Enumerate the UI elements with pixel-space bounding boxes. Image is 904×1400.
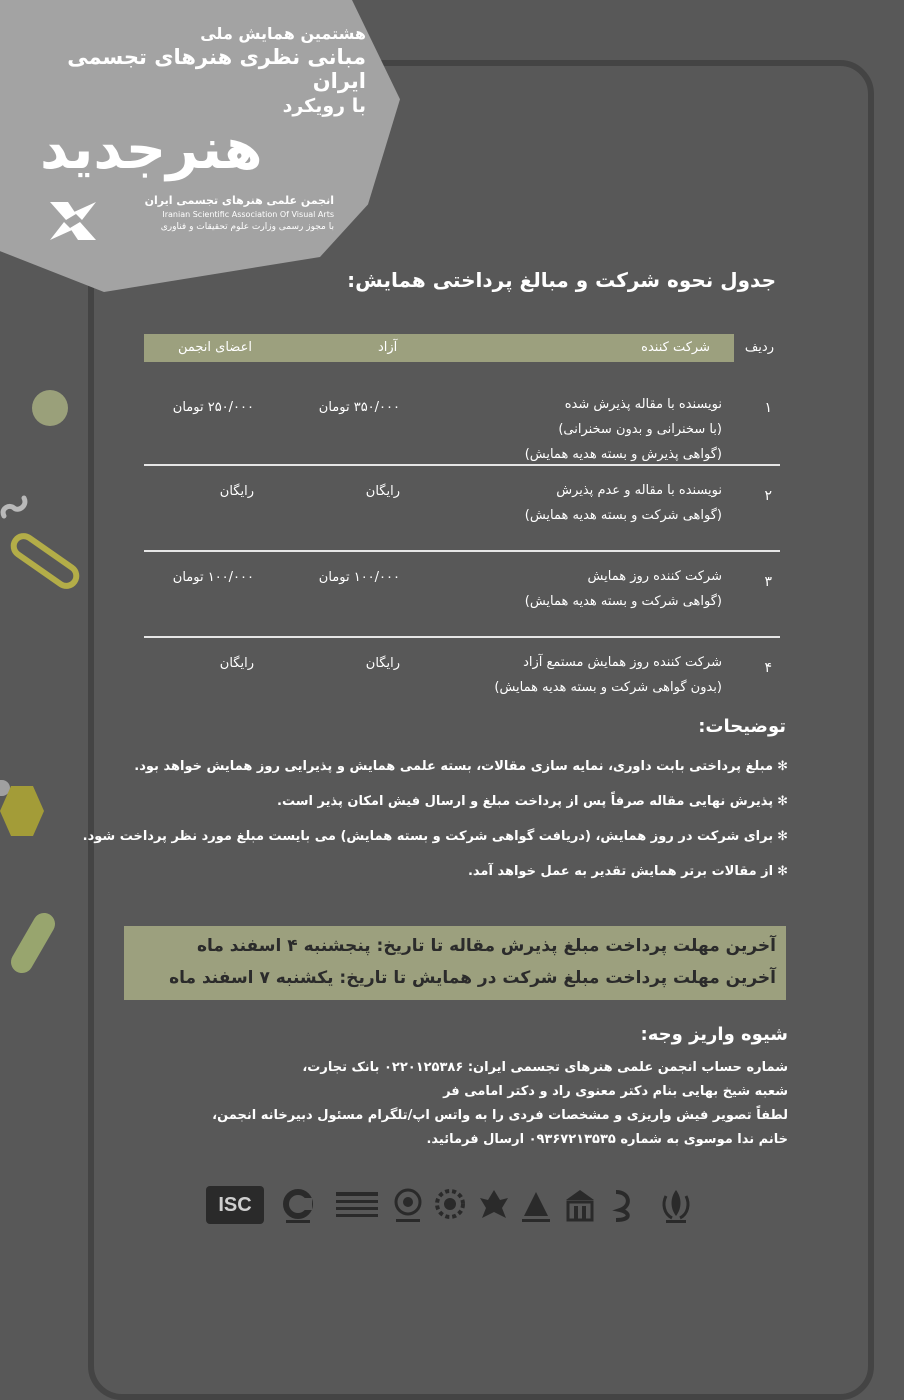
isc-logo: ISC [206,1186,264,1224]
row-line: شرکت کننده روز همایش [587,569,722,584]
arts-logo-icon [518,1186,554,1226]
row-member-fee: رایگان [219,484,254,499]
database-logo-icon [332,1186,382,1226]
note-item [88,756,788,791]
row-description [402,650,722,700]
association-license: با مجوز رسمی وزارت علوم تحقیقات و فناوری [160,222,334,232]
civilica-logo-icon [278,1186,318,1226]
deadline-article: آخرین مهلت پرداخت مبلغ پذیرش مقاله تا تاریخ: پنجشنبه ۴ اسفند ماه [196,936,776,956]
association-name-en: Iranian Scientific Association Of Visual Arts [162,210,334,219]
row-line: نویسنده با مقاله و عدم پذیرش [556,483,722,498]
row-description [402,478,722,528]
row-free-fee: رایگان [365,484,400,499]
rosette-logo-icon [432,1186,468,1226]
note-item [82,826,788,861]
library-logo-icon [562,1186,598,1226]
row-line: نویسنده با مقاله پذیرش شده [564,397,722,412]
row-line: (گواهی شرکت و بسته هدیه همایش) [524,508,722,523]
row-description [402,392,722,467]
header-members: اعضای انجمن [178,340,252,355]
row-number: ۳ [764,574,772,590]
asterisk-icon: ✻ [777,794,788,809]
decorative-pill-outline [6,528,85,594]
payment-line: شماره حساب انجمن علمی هنرهای تجسمی ایران: ۰۲۲۰۱۲۵۳۸۶ بانک تجارت، [302,1060,788,1075]
row-description [402,564,722,614]
row-free-fee: رایگان [365,656,400,671]
title-main: هنرجدید [40,117,263,182]
university-logo-icon [606,1186,642,1226]
table-row [144,362,780,466]
table-row [144,466,780,552]
deadline-box [124,926,786,1000]
fee-table [144,334,780,712]
row-number: ۱ [764,400,772,416]
emblem-logo-icon [390,1186,426,1226]
table-row [144,638,780,712]
conference-title [40,24,366,185]
association-name-fa: انجمن علمی هنرهای تجسمی ایران [144,194,334,207]
chain-link-icon [0,486,40,526]
title-line-1: هشتمین همایش ملی [200,24,366,43]
title-line-3: با رویکرد [282,95,366,117]
row-line: (گواهی پذیرش و بسته هدیه همایش) [524,447,722,462]
payment-line: خانم ندا موسوی به شماره ۰۹۳۶۷۲۱۳۵۳۵ ارسال فرمائید. [426,1132,788,1147]
association-logo-icon [46,194,100,248]
notes-title: توضیحات: [698,716,786,737]
flower-logo-icon [476,1186,512,1226]
table-header [144,334,780,362]
table-title: جدول نحوه شرکت و مبالغ پرداختی همایش: [347,268,776,292]
row-free-fee: ۳۵۰/۰۰۰ تومان [318,400,400,415]
asterisk-icon: ✻ [777,864,788,879]
row-line: (با سخنرانی و بدون سخنرانی) [558,422,722,437]
note-text: مبلغ پرداختی بابت داوری، نمایه سازی مقالات، بسته علمی همایش و پذیرایی روز همایش خواهد بود. [134,759,774,774]
note-text: از مقالات برتر همایش تقدیر به عمل خواهد آمد. [467,864,774,879]
association-block [44,192,334,252]
note-text: برای شرکت در روز همایش، (دریافت گواهی شرکت و بسته همایش) می بایست مبلغ مورد نظر پرداخت شود. [82,829,774,844]
deadline-attendance: آخرین مهلت پرداخت مبلغ شرکت در همایش تا تاریخ: یکشنبه ۷ اسفند ماه [169,968,776,988]
row-free-fee: ۱۰۰/۰۰۰ تومان [318,570,400,585]
payment-line: شعبه شیخ بهایی بنام دکتر معنوی راد و دکتر امامی فر [443,1084,788,1099]
row-number: ۲ [764,488,772,504]
asterisk-icon: ✻ [777,759,788,774]
header-row-number: ردیف [744,340,774,355]
payment-line: لطفاً تصویر فیش واریزی و مشخصات فردی را به واتس اپ/تلگرام مسئول دبیرخانه انجمن، [212,1108,788,1123]
decorative-circle [32,390,68,426]
note-item [88,791,788,826]
iran-emblem-icon [658,1186,694,1226]
note-item [88,861,788,896]
row-member-fee: ۲۵۰/۰۰۰ تومان [172,400,254,415]
header-participant: شرکت کننده [641,340,710,355]
table-row [144,552,780,638]
sponsor-logos [206,1186,696,1230]
payment-title: شیوه واریز وجه: [640,1024,788,1045]
row-line: (بدون گواهی شرکت و بسته هدیه همایش) [494,680,722,695]
asterisk-icon: ✻ [777,829,788,844]
payment-details [128,1056,788,1152]
decorative-bar [7,909,59,977]
note-text: پذیرش نهایی مقاله صرفاً پس از پرداخت مبلغ و ارسال فیش امکان پذیر است. [277,794,774,809]
notes-list [82,756,788,896]
row-line: شرکت کننده روز همایش مستمع آزاد [523,655,722,670]
row-line: (گواهی شرکت و بسته هدیه همایش) [524,594,722,609]
row-number: ۴ [764,660,772,676]
title-line-2: مبانی نظری هنرهای تجسمی ایران [67,45,366,93]
row-member-fee: رایگان [219,656,254,671]
header-free: آزاد [378,340,398,355]
row-member-fee: ۱۰۰/۰۰۰ تومان [172,570,254,585]
